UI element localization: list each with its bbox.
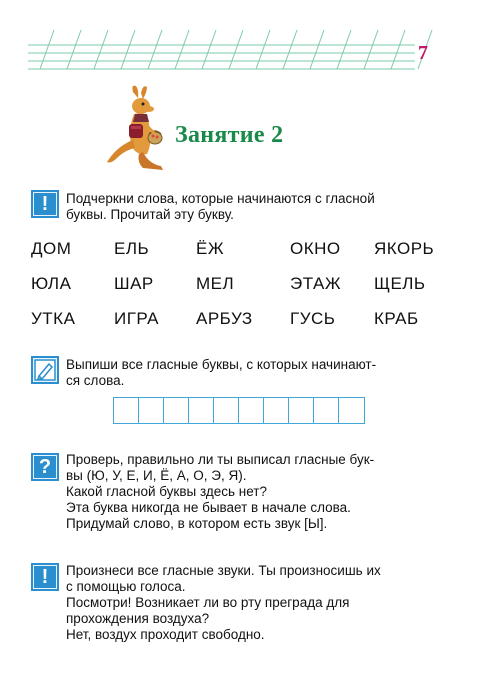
page-number: 7 [418, 42, 428, 64]
answer-cell[interactable] [289, 398, 314, 423]
task-4-line: с помощью голоса. [66, 579, 186, 594]
slant-line [283, 30, 297, 69]
answer-cell[interactable] [164, 398, 189, 423]
answer-cell[interactable] [239, 398, 264, 423]
answer-cell[interactable] [139, 398, 164, 423]
slant-line [148, 30, 162, 69]
kangaroo-illustration [103, 84, 175, 174]
word[interactable]: ИГРА [114, 309, 159, 328]
task-1-text [66, 191, 434, 223]
word[interactable]: ЯКОРЬ [374, 239, 435, 258]
task-3-line: Придумай слово, в котором есть звук [Ы]. [66, 516, 328, 531]
task-3-line: Эта буква никогда не бывает в начале слова. [66, 500, 351, 515]
slant-line [121, 30, 135, 69]
word[interactable]: ДОМ [31, 239, 72, 258]
slant-line [256, 30, 270, 69]
answer-grid [113, 397, 365, 424]
task-3-text [66, 452, 434, 532]
answer-cell[interactable] [189, 398, 214, 423]
slant-line [391, 30, 405, 69]
slant-line [40, 30, 54, 69]
task-3-line: вы (Ю, У, Е, И, Ё, А, О, Э, Я). [66, 468, 247, 483]
word[interactable]: УТКА [31, 309, 76, 328]
task-2-line: Выпиши все гласные буквы, с которых начинают- [66, 357, 377, 372]
lesson-title: Занятие 2 [175, 122, 284, 148]
task-4-line: прохождения воздуха? [66, 611, 210, 626]
word[interactable]: АРБУЗ [196, 309, 253, 328]
task-3-line: Какой гласной буквы здесь нет? [66, 484, 267, 499]
slant-line [67, 30, 81, 69]
task-2-text [66, 357, 434, 389]
slant-line [94, 30, 108, 69]
answer-cell[interactable] [214, 398, 239, 423]
task-4-text [66, 563, 434, 643]
task-4-line: Нет, воздух проходит свободно. [66, 627, 265, 642]
slant-line [229, 30, 243, 69]
slant-line [337, 30, 351, 69]
pencil-icon [31, 356, 59, 384]
slant-line [202, 30, 216, 69]
word[interactable]: ОКНО [290, 239, 341, 258]
task-2-line: ся слова. [66, 373, 125, 388]
header-ruling [0, 0, 500, 80]
answer-cell[interactable] [264, 398, 289, 423]
slant-line [310, 30, 324, 69]
slant-line [175, 30, 189, 69]
pencil-glyph-icon [34, 359, 56, 381]
word[interactable]: ГУСЬ [290, 309, 336, 328]
word[interactable]: ЭТАЖ [290, 274, 342, 293]
word[interactable]: ШАР [114, 274, 154, 293]
task-1-line: Подчеркни слова, которые начинаются с гласной [66, 191, 375, 206]
word[interactable]: КРАБ [374, 309, 419, 328]
word[interactable]: ЕЛЬ [114, 239, 150, 258]
answer-cell[interactable] [339, 398, 364, 423]
word[interactable]: ЩЕЛЬ [374, 274, 426, 293]
word[interactable]: МЕЛ [196, 274, 235, 293]
word[interactable]: ЁЖ [196, 239, 225, 258]
slant-line [364, 30, 378, 69]
word[interactable]: ЮЛА [31, 274, 72, 293]
task-3-line: Проверь, правильно ли ты выписал гласные бук- [66, 452, 375, 467]
task-4-line: Посмотри! Возникает ли во рту преграда для [66, 595, 350, 610]
answer-cell[interactable] [114, 398, 139, 423]
task-1-line: буквы. Прочитай эту букву. [66, 207, 234, 222]
answer-cell[interactable] [314, 398, 339, 423]
question-icon: ? [31, 453, 59, 481]
exclamation-icon: ! [31, 190, 59, 218]
exclamation-icon: ! [31, 563, 59, 591]
task-4-line: Произнеси все гласные звуки. Ты произносишь их [66, 563, 381, 578]
